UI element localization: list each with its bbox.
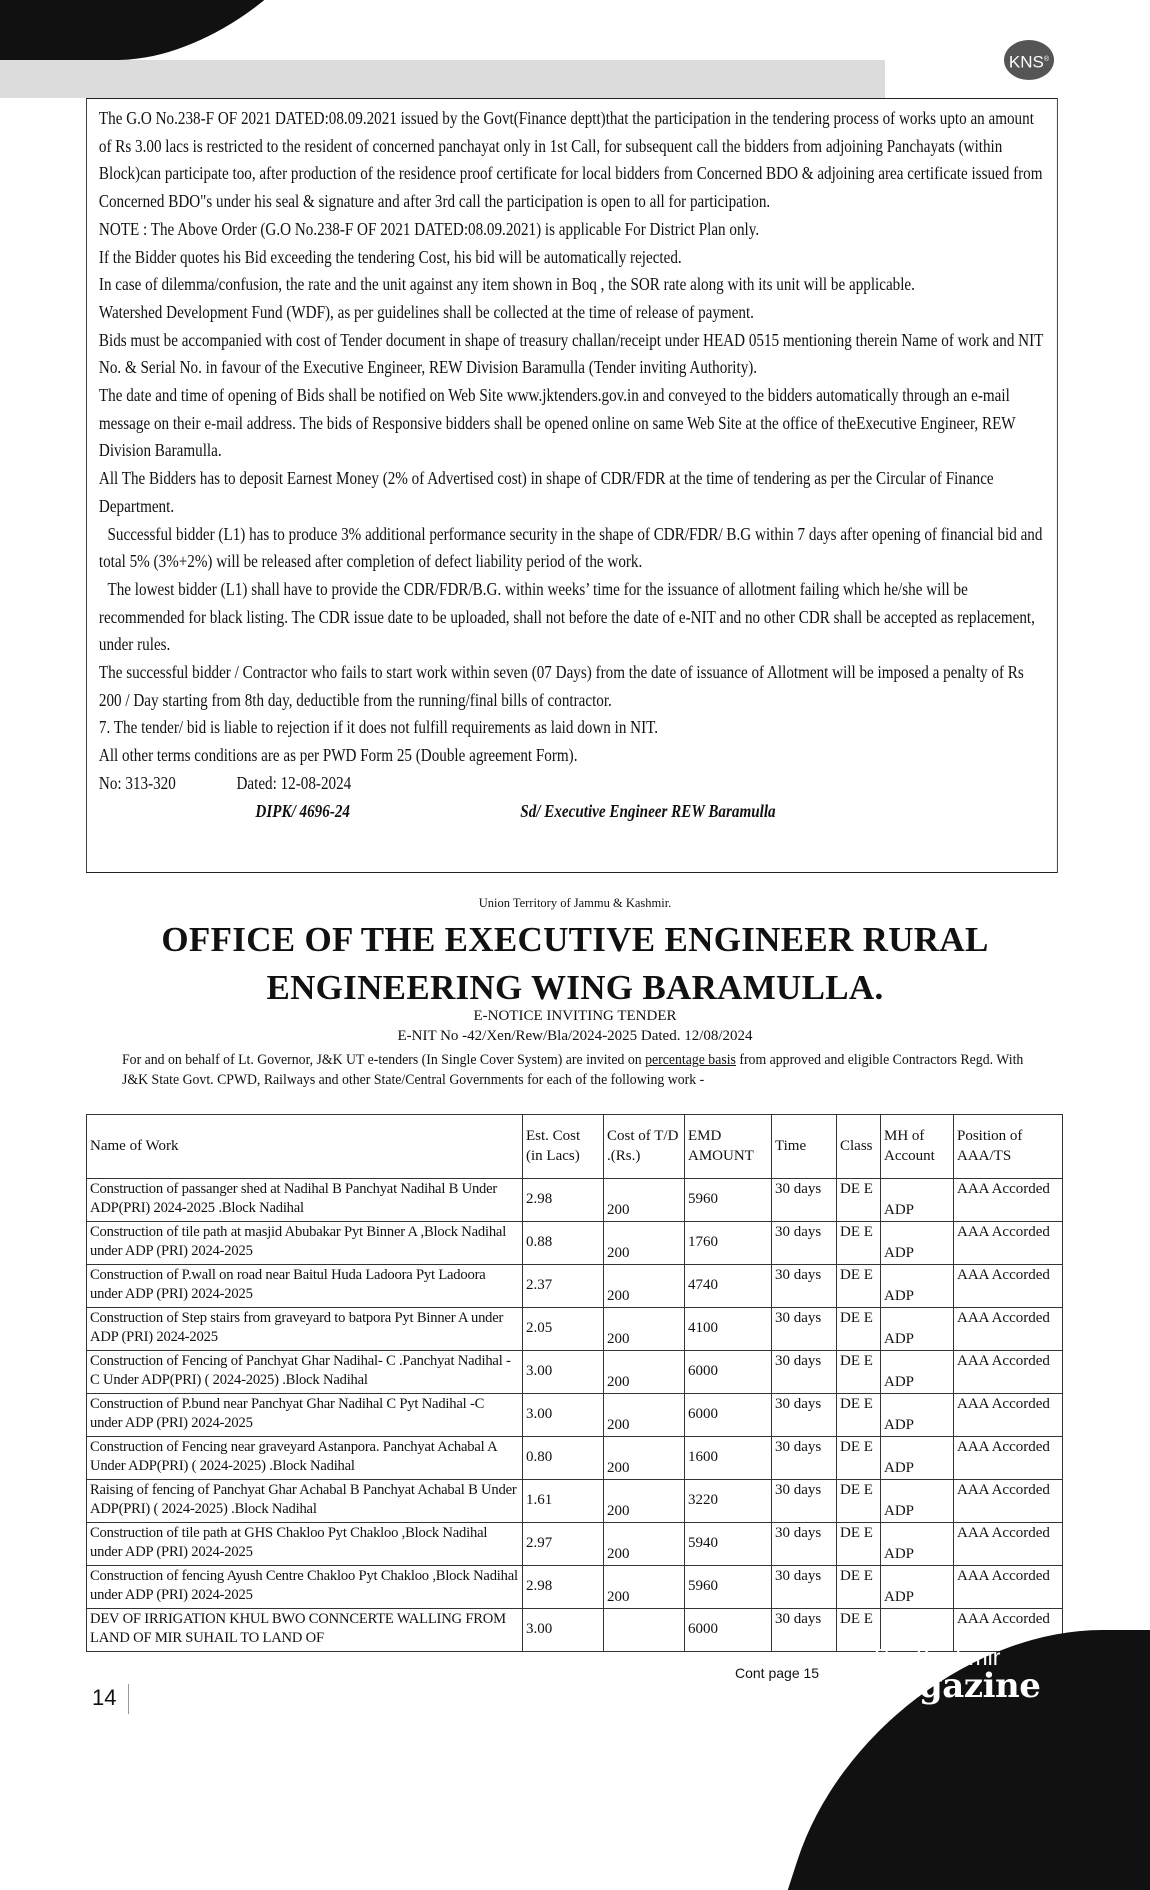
terms-notice-box bbox=[86, 98, 1058, 873]
cell-mh: ADP bbox=[881, 1394, 954, 1437]
cell-aaa: AAA Accorded bbox=[954, 1179, 1063, 1222]
cell-mh: ADP bbox=[881, 1179, 954, 1222]
cell-td: 200 bbox=[604, 1265, 685, 1308]
cell-emd: 6000 bbox=[685, 1351, 772, 1394]
col-header-aaa: Position of AAA/TS bbox=[954, 1115, 1063, 1179]
cell-name: Construction of Fencing of Panchyat Ghar Nadihal- C .Panchyat Nadihal -C Under ADP(PRI) ( 2024-2025) .Block Nadihal bbox=[87, 1351, 523, 1394]
cell-aaa: AAA Accorded bbox=[954, 1222, 1063, 1265]
cell-time: 30 days bbox=[772, 1351, 837, 1394]
notice-number: No: 313-320 bbox=[98, 772, 176, 793]
cell-cost: 0.88 bbox=[523, 1222, 604, 1265]
cell-name: Construction of tile path at masjid Abubakar Pyt Binner A ,Block Nadihal under ADP (PRI) 2024-2025 bbox=[87, 1222, 523, 1265]
cell-class: DE E bbox=[837, 1308, 881, 1351]
page-divider bbox=[128, 1684, 129, 1714]
cell-aaa: AAA Accorded bbox=[954, 1480, 1063, 1523]
col-header-td: Cost of T/D .(Rs.) bbox=[604, 1115, 685, 1179]
office-title-line2: ENGINEERING WING BARAMULLA. bbox=[266, 968, 884, 1007]
cell-emd: 3220 bbox=[685, 1480, 772, 1523]
cell-td: 200 bbox=[604, 1437, 685, 1480]
terms-paragraph: The lowest bidder (L1) shall have to provide the CDR/FDR/B.G. within weeks’ time for the issuance of allotment failing which he/she will be recommended for black listing. The CDR issue date to be uploaded, shall not before the date of e-NIT and no other CDR shall be accepted as replacement, under rules. bbox=[98, 578, 1035, 655]
cell-td: 200 bbox=[604, 1351, 685, 1394]
terms-paragraph: The date and time of opening of Bids shall be notified on Web Site www.jktenders.gov.in and conveyed to the bidders automatically through an e-mail message on their e-mail address. The bids of Responsive bidders shall be opened online on same Web Site at the office of theExecutive Engineer, REW Division Baramulla. bbox=[98, 385, 1016, 461]
cell-emd: 6000 bbox=[685, 1609, 772, 1652]
cell-name: Construction of Fencing near graveyard Astanpora. Panchyat Achabal A Under ADP(PRI) ( 2024-2025) .Block Nadihal bbox=[87, 1437, 523, 1480]
cell-aaa: AAA Accorded bbox=[954, 1351, 1063, 1394]
enit-number: E-NIT No -42/Xen/Rew/Bla/2024-2025 Dated. 12/08/2024 bbox=[397, 1028, 753, 1044]
terms-paragraph: Bids must be accompanied with cost of Tender document in shape of treasury challan/receipt under HEAD 0515 mentioning therein Name of work and NIT No. & Serial No. in favour of the Executive Engineer, REW Division Baramulla (Tender inviting Authority). bbox=[98, 329, 1044, 378]
cell-aaa: AAA Accorded bbox=[954, 1437, 1063, 1480]
cell-td bbox=[604, 1609, 685, 1652]
cell-emd: 4740 bbox=[685, 1265, 772, 1308]
cell-class: DE E bbox=[837, 1222, 881, 1265]
cell-emd: 5960 bbox=[685, 1179, 772, 1222]
cell-aaa: AAA Accorded bbox=[954, 1566, 1063, 1609]
cell-name: Raising of fencing of Panchyat Ghar Achabal B Panchyat Achabal B Under ADP(PRI) ( 2024-2025) .Block Nadihal bbox=[87, 1480, 523, 1523]
terms-paragraph: All The Bidders has to deposit Earnest Money (2% of Advertised cost) in shape of CDR/FDR at the time of tendering as per the Circular of Finance Department. bbox=[98, 468, 994, 516]
enotice-label: E-NOTICE INVITING TENDER bbox=[473, 1008, 677, 1024]
col-header-time: Time bbox=[772, 1115, 837, 1179]
cell-aaa: AAA Accorded bbox=[954, 1394, 1063, 1437]
cell-name: Construction of Step stairs from graveyard to batpora Pyt Binner A under ADP (PRI) 2024-2025 bbox=[87, 1308, 523, 1351]
cell-aaa: AAA Accorded bbox=[954, 1308, 1063, 1351]
dipk-number: DIPK/ 4696-24 bbox=[255, 800, 350, 821]
table-header-row bbox=[87, 1115, 1063, 1179]
works-table bbox=[86, 1114, 1063, 1652]
ut-label: Union Territory of Jammu & Kashmir. bbox=[478, 896, 672, 910]
cell-name: DEV OF IRRIGATION KHUL BWO CONNCERTE WALLING FROM LAND OF MIR SUHAIL TO LAND OF bbox=[87, 1609, 523, 1652]
top-corner-graphic bbox=[0, 0, 422, 60]
col-header-cost: Est. Cost (in Lacs) bbox=[523, 1115, 604, 1179]
terms-paragraph: Watershed Development Fund (WDF), as per guidelines shall be collected at the time of release of payment. bbox=[98, 301, 754, 322]
terms-paragraph: Successful bidder (L1) has to produce 3% additional performance security in the shape of CDR/FDR/ B.G within 7 days after opening of financial bid and total 5% (3%+2%) will be released after completion of defect liability period of the work. bbox=[98, 523, 1043, 572]
cell-cost: 0.80 bbox=[523, 1437, 604, 1480]
magazine-logo-line2: magazine bbox=[862, 1666, 1041, 1706]
header-gray-bar bbox=[0, 60, 885, 98]
cell-cost: 2.98 bbox=[523, 1179, 604, 1222]
cell-time: 30 days bbox=[772, 1308, 837, 1351]
cell-emd: 4100 bbox=[685, 1308, 772, 1351]
table-row bbox=[87, 1351, 1063, 1394]
cell-time: 30 days bbox=[772, 1480, 837, 1523]
cell-name: Construction of tile path at GHS Chakloo Pyt Chakloo ,Block Nadihal under ADP (PRI) 2024-2025 bbox=[87, 1523, 523, 1566]
cell-mh: ADP bbox=[881, 1523, 954, 1566]
cell-td: 200 bbox=[604, 1523, 685, 1566]
table-row bbox=[87, 1437, 1063, 1480]
cell-td: 200 bbox=[604, 1566, 685, 1609]
intro-text bbox=[122, 1050, 1051, 1090]
terms-paragraph: NOTE : The Above Order (G.O No.238-F OF 2021 DATED:08.09.2021) is applicable For District Plan only. bbox=[98, 218, 760, 239]
cell-td: 200 bbox=[604, 1480, 685, 1523]
cell-class: DE E bbox=[837, 1437, 881, 1480]
cell-class: DE E bbox=[837, 1179, 881, 1222]
table-row bbox=[87, 1222, 1063, 1265]
terms-paragraph: In case of dilemma/confusion, the rate and the unit against any item shown in Boq , the SOR rate along with its unit will be applicable. bbox=[98, 274, 915, 295]
cell-time: 30 days bbox=[772, 1394, 837, 1437]
intro-underlined: percentage basis bbox=[645, 1052, 736, 1068]
cell-class: DE E bbox=[837, 1566, 881, 1609]
terms-paragraph: All other terms conditions are as per PWD Form 25 (Double agreement Form). bbox=[98, 745, 578, 766]
table-row bbox=[87, 1480, 1063, 1523]
cell-class: DE E bbox=[837, 1351, 881, 1394]
col-header-mh: MH of Account bbox=[881, 1115, 954, 1179]
intro-before: For and on behalf of Lt. Governor, J&K UT e-tenders (In Single Cover System) are invited on bbox=[122, 1052, 646, 1068]
cell-cost: 2.05 bbox=[523, 1308, 604, 1351]
table-row bbox=[87, 1394, 1063, 1437]
cell-cost: 3.00 bbox=[523, 1351, 604, 1394]
kns-logo-text: KNS bbox=[1008, 52, 1044, 72]
office-title bbox=[0, 916, 1150, 1012]
cell-time: 30 days bbox=[772, 1179, 837, 1222]
cell-cost: 2.97 bbox=[523, 1523, 604, 1566]
cell-td: 200 bbox=[604, 1308, 685, 1351]
cell-time: 30 days bbox=[772, 1566, 837, 1609]
cell-td: 200 bbox=[604, 1394, 685, 1437]
cell-class: DE E bbox=[837, 1480, 881, 1523]
continued-note: Cont page 15 bbox=[735, 1665, 820, 1681]
cell-cost: 2.37 bbox=[523, 1265, 604, 1308]
terms-paragraph: If the Bidder quotes his Bid exceeding the tendering Cost, his bid will be automatically rejected. bbox=[98, 246, 682, 267]
cell-class: DE E bbox=[837, 1523, 881, 1566]
cell-name: Construction of fencing Ayush Centre Chakloo Pyt Chakloo ,Block Nadihal under ADP (PRI) 2024-2025 bbox=[87, 1566, 523, 1609]
cell-name: Construction of P.wall on road near Baitul Huda Ladoora Pyt Ladoora under ADP (PRI) 2024-2025 bbox=[87, 1265, 523, 1308]
cell-emd: 1760 bbox=[685, 1222, 772, 1265]
cell-emd: 6000 bbox=[685, 1394, 772, 1437]
intro-after: from approved and eligible Contractors Regd. With J&K State Govt. CPWD, Railways and other State/Central Governments for each of the following work - bbox=[122, 1052, 1024, 1088]
cell-cost: 3.00 bbox=[523, 1609, 604, 1652]
cell-mh: ADP bbox=[881, 1480, 954, 1523]
cell-mh: ADP bbox=[881, 1566, 954, 1609]
terms-paragraph: 7. The tender/ bid is liable to rejection if it does not fulfill requirements as laid down in NIT. bbox=[98, 717, 659, 738]
cell-emd: 1600 bbox=[685, 1437, 772, 1480]
cell-aaa: AAA Accorded bbox=[954, 1609, 1063, 1652]
cell-class: DE E bbox=[837, 1265, 881, 1308]
cell-aaa: AAA Accorded bbox=[954, 1265, 1063, 1308]
cell-cost: 2.98 bbox=[523, 1566, 604, 1609]
cell-time: 30 days bbox=[772, 1222, 837, 1265]
table-row bbox=[87, 1308, 1063, 1351]
cell-emd: 5960 bbox=[685, 1566, 772, 1609]
cell-aaa: AAA Accorded bbox=[954, 1523, 1063, 1566]
table-row bbox=[87, 1523, 1063, 1566]
number-date-line bbox=[99, 770, 1045, 798]
terms-paragraph: The G.O No.238-F OF 2021 DATED:08.09.2021 issued by the Govt(Finance deptt)that the participation in the tendering process of works upto an amount of Rs 3.00 lacs is restricted to the resident of concerned panchayat only in 1st Call, for subsequent call the bidders from adjoining Panchayats (within Block)can participate too, after production of the residence proof certificate for local bidders from Concerned BDO & adjoining area certificate issued from Concerned BDO"s under his seal & signature and after 3rd call the participation is open to all for participation. bbox=[98, 108, 1043, 212]
cell-td: 200 bbox=[604, 1222, 685, 1265]
cell-mh: ADP bbox=[881, 1308, 954, 1351]
cell-cost: 3.00 bbox=[523, 1394, 604, 1437]
signature-line bbox=[99, 798, 1045, 826]
table-row bbox=[87, 1566, 1063, 1609]
col-header-emd: EMD AMOUNT bbox=[685, 1115, 772, 1179]
cell-time: 30 days bbox=[772, 1437, 837, 1480]
kns-logo: KNS® bbox=[1004, 40, 1054, 80]
cell-emd: 5940 bbox=[685, 1523, 772, 1566]
cell-mh: ADP bbox=[881, 1222, 954, 1265]
cell-class: DE E bbox=[837, 1394, 881, 1437]
cell-time: 30 days bbox=[772, 1265, 837, 1308]
cell-time: 30 days bbox=[772, 1609, 837, 1652]
cell-name: Construction of passanger shed at Nadihal B Panchyat Nadihal B Under ADP(PRI) 2024-2025 .Block Nadihal bbox=[87, 1179, 523, 1222]
cell-mh: ADP bbox=[881, 1351, 954, 1394]
notice-dated: Dated: 12-08-2024 bbox=[236, 772, 352, 793]
cell-mh: ADP bbox=[881, 1437, 954, 1480]
table-row bbox=[87, 1179, 1063, 1222]
magazine-logo-line1: The Kashmir bbox=[870, 1644, 1001, 1670]
cell-mh: ADP bbox=[881, 1265, 954, 1308]
cell-cost: 1.61 bbox=[523, 1480, 604, 1523]
office-title-line1: OFFICE OF THE EXECUTIVE ENGINEER RURAL bbox=[161, 920, 989, 959]
cell-td: 200 bbox=[604, 1179, 685, 1222]
table-row bbox=[87, 1265, 1063, 1308]
cell-class: DE E bbox=[837, 1609, 881, 1652]
col-header-name: Name of Work bbox=[87, 1115, 523, 1179]
signature: Sd/ Executive Engineer REW Baramulla bbox=[520, 800, 776, 821]
terms-paragraph: The successful bidder / Contractor who fails to start work within seven (07 Days) from the date of issuance of Allotment will be imposed a penalty of Rs 200 / Day starting from 8th day, deductible from the running/final bills of contractor. bbox=[98, 662, 1024, 710]
page-number: 14 bbox=[92, 1685, 117, 1710]
cell-name: Construction of P.bund near Panchyat Ghar Nadihal C Pyt Nadihal -C under ADP (PRI) 2024-2025 bbox=[87, 1394, 523, 1437]
cell-time: 30 days bbox=[772, 1523, 837, 1566]
col-header-class: Class bbox=[837, 1115, 881, 1179]
